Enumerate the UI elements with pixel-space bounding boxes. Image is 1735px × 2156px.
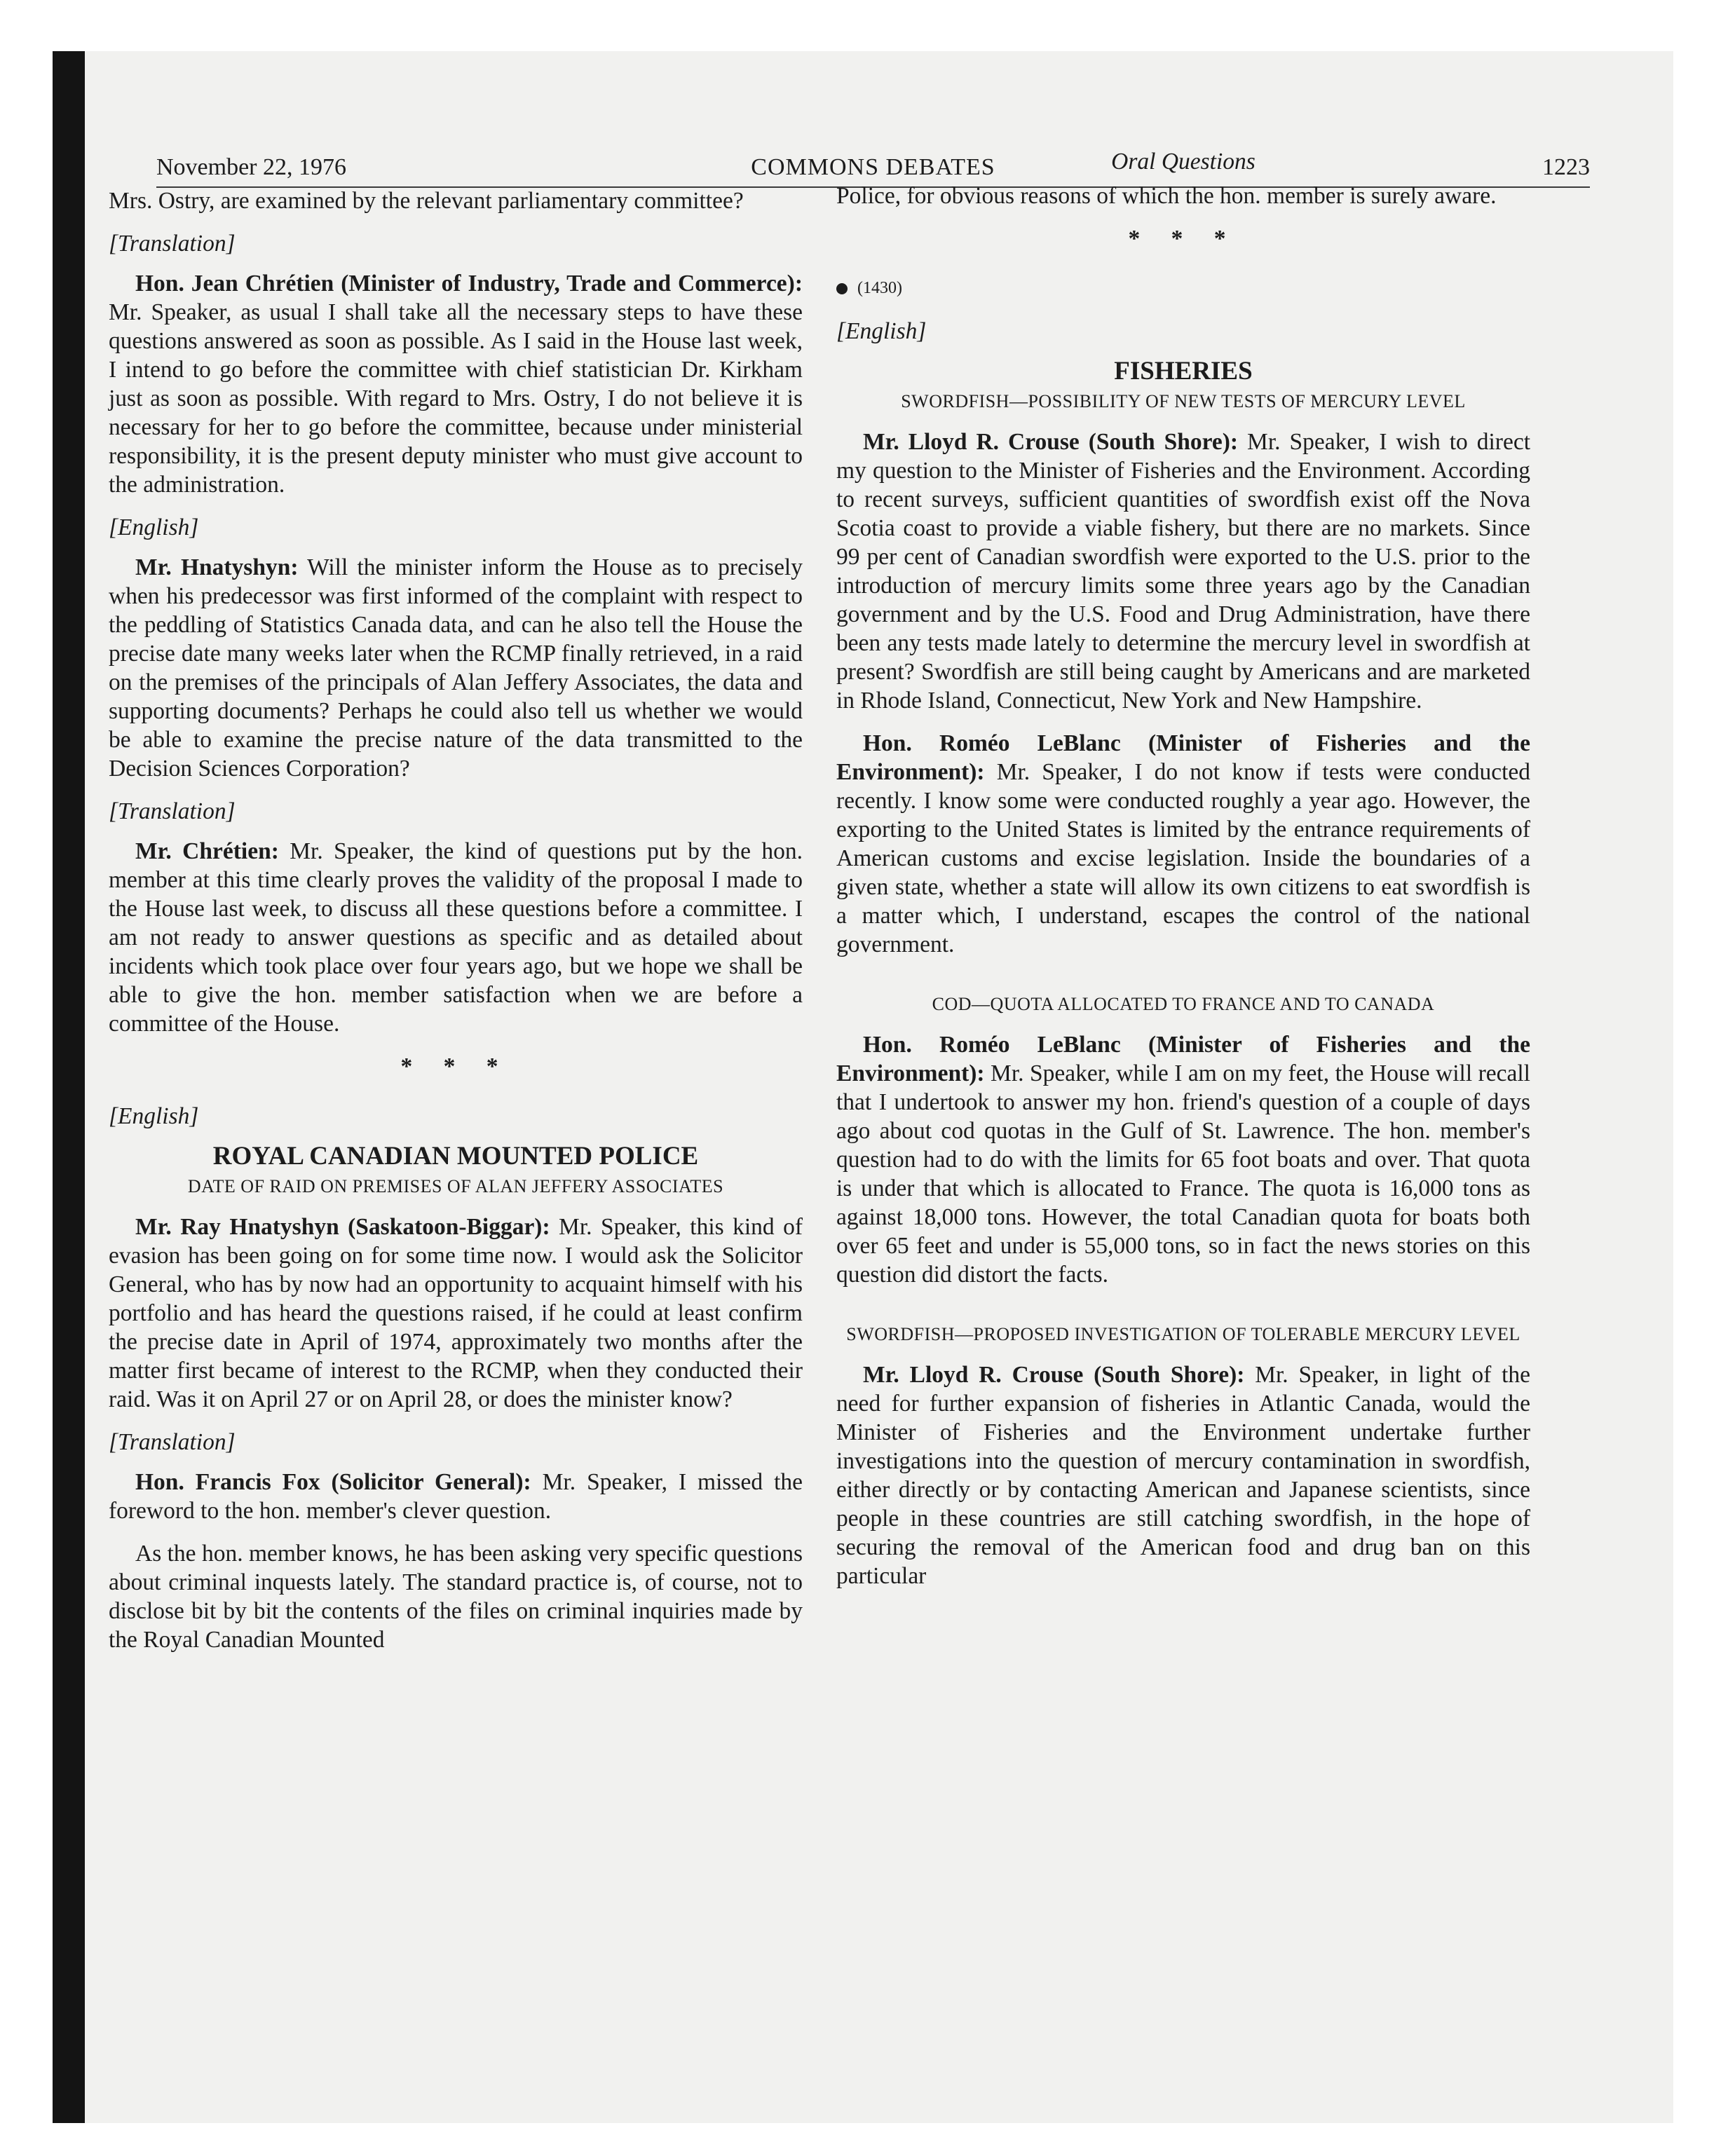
speech-text: Mr. Speaker, while I am on my feet, the House will recall that I undertook to answer my hon. friend's question of a couple of days ago about cod quotas in the Gulf of St. Lawrence. The hon. member's question had to do with the limits for 65 foot boats and over. That quota is under that which is allocated to France. The quota is 16,000 tons as against 18,000 tons. However, the total Canadian quota for boats both over 65 feet and under is 55,000 tons, so in fact the news stories on this question did distort the facts.: [836, 1060, 1530, 1288]
section-heading: FISHERIES: [1114, 357, 1253, 386]
binding-edge: [53, 51, 85, 2123]
header-publication: COMMONS DEBATES: [751, 154, 995, 180]
speaker-name: Mr. Ray Hnatyshyn (Saskatoon-Biggar):: [135, 1214, 550, 1240]
speech-text: Mr. Speaker, I do not know if tests were conducted recently. I know some were conducted roughly a year ago. However, the exporting to the United States is limited by the entrance requirements of American customs and excise legislation. Inside the boundaries of a given state, whether a state will allow its own citizens to eat swordfish is a matter which, I understand, escapes the control of the national government.: [836, 759, 1530, 957]
right-column: [836, 147, 1530, 1604]
paragraph: Police, for obvious reasons of which the hon. member is surely aware.: [836, 183, 1497, 209]
speaker-name: Mr. Lloyd R. Crouse (South Shore):: [863, 429, 1239, 455]
paragraph: [109, 269, 803, 499]
language-marker: [English]: [109, 1103, 199, 1129]
section-subheading: DATE OF RAID ON PREMISES OF ALAN JEFFERY ASSOCIATES: [187, 1176, 724, 1196]
paragraph: [836, 1360, 1530, 1590]
language-marker: [Translation]: [109, 231, 236, 257]
section-separator: * * *: [1128, 226, 1239, 252]
paragraph: [109, 1213, 803, 1414]
language-marker: [English]: [836, 318, 927, 344]
paragraph: As the hon. member knows, he has been asking very specific questions about criminal inquests lately. The standard practice is, of course, not to disclose bit by bit the contents of the files on criminal inquiries made by the Royal Canadian Mounted: [109, 1541, 803, 1653]
speaker-name: Hon. Francis Fox (Solicitor General):: [135, 1469, 531, 1495]
speech-text: Mr. Speaker, I wish to direct my question to the Minister of Fisheries and the Environment. According to recent surveys, sufficient quantities of swordfish exist off the Nova Scotia coast to provide a viable fishery, but there are no markets. Since 99 per cent of Canadian swordfish were exported to the U.S. prior to the introduction of mercury limits some three years ago by the Canadian government and by the U.S. Food and Drug Administration, have there been any tests made lately to determine the mercury level in swordfish at present? Swordfish are still being caught by Americans and are marketed in Rhode Island, Connecticut, New York and New Hampshire.: [836, 429, 1531, 714]
language-marker: [Translation]: [109, 798, 236, 824]
speaker-name: Hon. Jean Chrétien (Minister of Industry, Trade and Commerce):: [135, 271, 803, 296]
paragraph: [836, 1030, 1530, 1289]
speaker-name: Mr. Hnatyshyn:: [135, 554, 299, 580]
speech-text: Mr. Speaker, this kind of evasion has been going on for some time now. I would ask the Solicitor General, who has by now had an opportunity to acquaint himself with his portfolio and has heard the questions raised, if he could at least confirm the precise date in April of 1974, approximately two months after the matter first became of interest to the RCMP, when they conducted their raid. Was it on April 27 or on April 28, or does the minister know?: [109, 1214, 803, 1412]
section-heading: ROYAL CANADIAN MOUNTED POLICE: [212, 1142, 699, 1171]
paragraph: [109, 837, 803, 1038]
header-date: November 22, 1976: [156, 154, 347, 180]
paragraph: [109, 1468, 803, 1525]
paragraph: [836, 729, 1530, 959]
paragraph: [836, 428, 1530, 715]
header-page-number: 1223: [1542, 154, 1590, 180]
speech-text: Mr. Speaker, in light of the need for further expansion of fisheries in Atlantic Canada, would the Minister of Fisheries and the Environment undertake further investigations into the question of mercury contamination in swordfish, either directly or by contacting American and Japanese scientists, since people in these countries are still catching swordfish, in the hope of securing the removal of the American food and drug ban on this particular: [836, 1362, 1530, 1589]
section-subheading: SWORDFISH—PROPOSED INVESTIGATION OF TOLERABLE MERCURY LEVEL: [846, 1324, 1520, 1344]
language-marker: [English]: [109, 514, 199, 540]
time-code: (1430): [857, 279, 902, 297]
speech-text: Mr. Speaker, as usual I shall take all the necessary steps to have these questions answered as soon as possible. As I said in the House last week, I intend to go before the committee with chief statistician Dr. Kirkham just as soon as possible. With regard to Mrs. Ostry, I do not believe it is necessary for her to go before the committee, because under ministerial responsibility, it is the present deputy minister who must give account to the administration.: [109, 299, 803, 498]
bullet-icon: [836, 283, 848, 294]
section-subheading: SWORDFISH—POSSIBILITY OF NEW TESTS OF MERCURY LEVEL: [901, 391, 1466, 411]
speaker-name: Mr. Lloyd R. Crouse (South Shore):: [863, 1362, 1245, 1388]
running-title: Oral Questions: [1111, 149, 1256, 175]
speaker-name: Mr. Chrétien:: [135, 838, 279, 864]
left-column: [109, 186, 803, 1668]
speaker-name: Hon. Roméo LeBlanc (Minister of Fisheries and the Environment):: [836, 1032, 1530, 1086]
section-subheading: COD—QUOTA ALLOCATED TO FRANCE AND TO CANADA: [932, 994, 1435, 1014]
speaker-name: Hon. Roméo LeBlanc (Minister of Fisheries and the Environment):: [836, 730, 1530, 785]
time-marker: [836, 274, 1530, 303]
paragraph: [109, 553, 803, 783]
paragraph: Mrs. Ostry, are examined by the relevant parliamentary committee?: [109, 188, 744, 214]
speech-text: Mr. Speaker, the kind of questions put by the hon. member at this time clearly proves the validity of the proposal I made to the House last week, to discuss all these questions before a committee. I am not ready to answer questions as specific and as detailed about incidents which took place over four years ago, but we hope we shall be able to give the hon. member satisfaction when we are before a committee of the House.: [109, 838, 803, 1037]
speech-text: Will the minister inform the House as to precisely when his predecessor was first informed of the complaint with respect to the peddling of Statistics Canada data, and can he also tell the House the precise date many weeks later when the RCMP finally retrieved, in a raid on the premises of the principals of Alan Jeffery Associates, the data and supporting documents? Perhaps he could also tell us whether we would be able to examine the precise nature of the data transmitted to the Decision Sciences Corporation?: [109, 554, 803, 782]
section-separator: * * *: [400, 1053, 511, 1079]
language-marker: [Translation]: [109, 1429, 236, 1455]
speech-text: Mr. Speaker, I missed the foreword to the hon. member's clever question.: [109, 1469, 803, 1524]
